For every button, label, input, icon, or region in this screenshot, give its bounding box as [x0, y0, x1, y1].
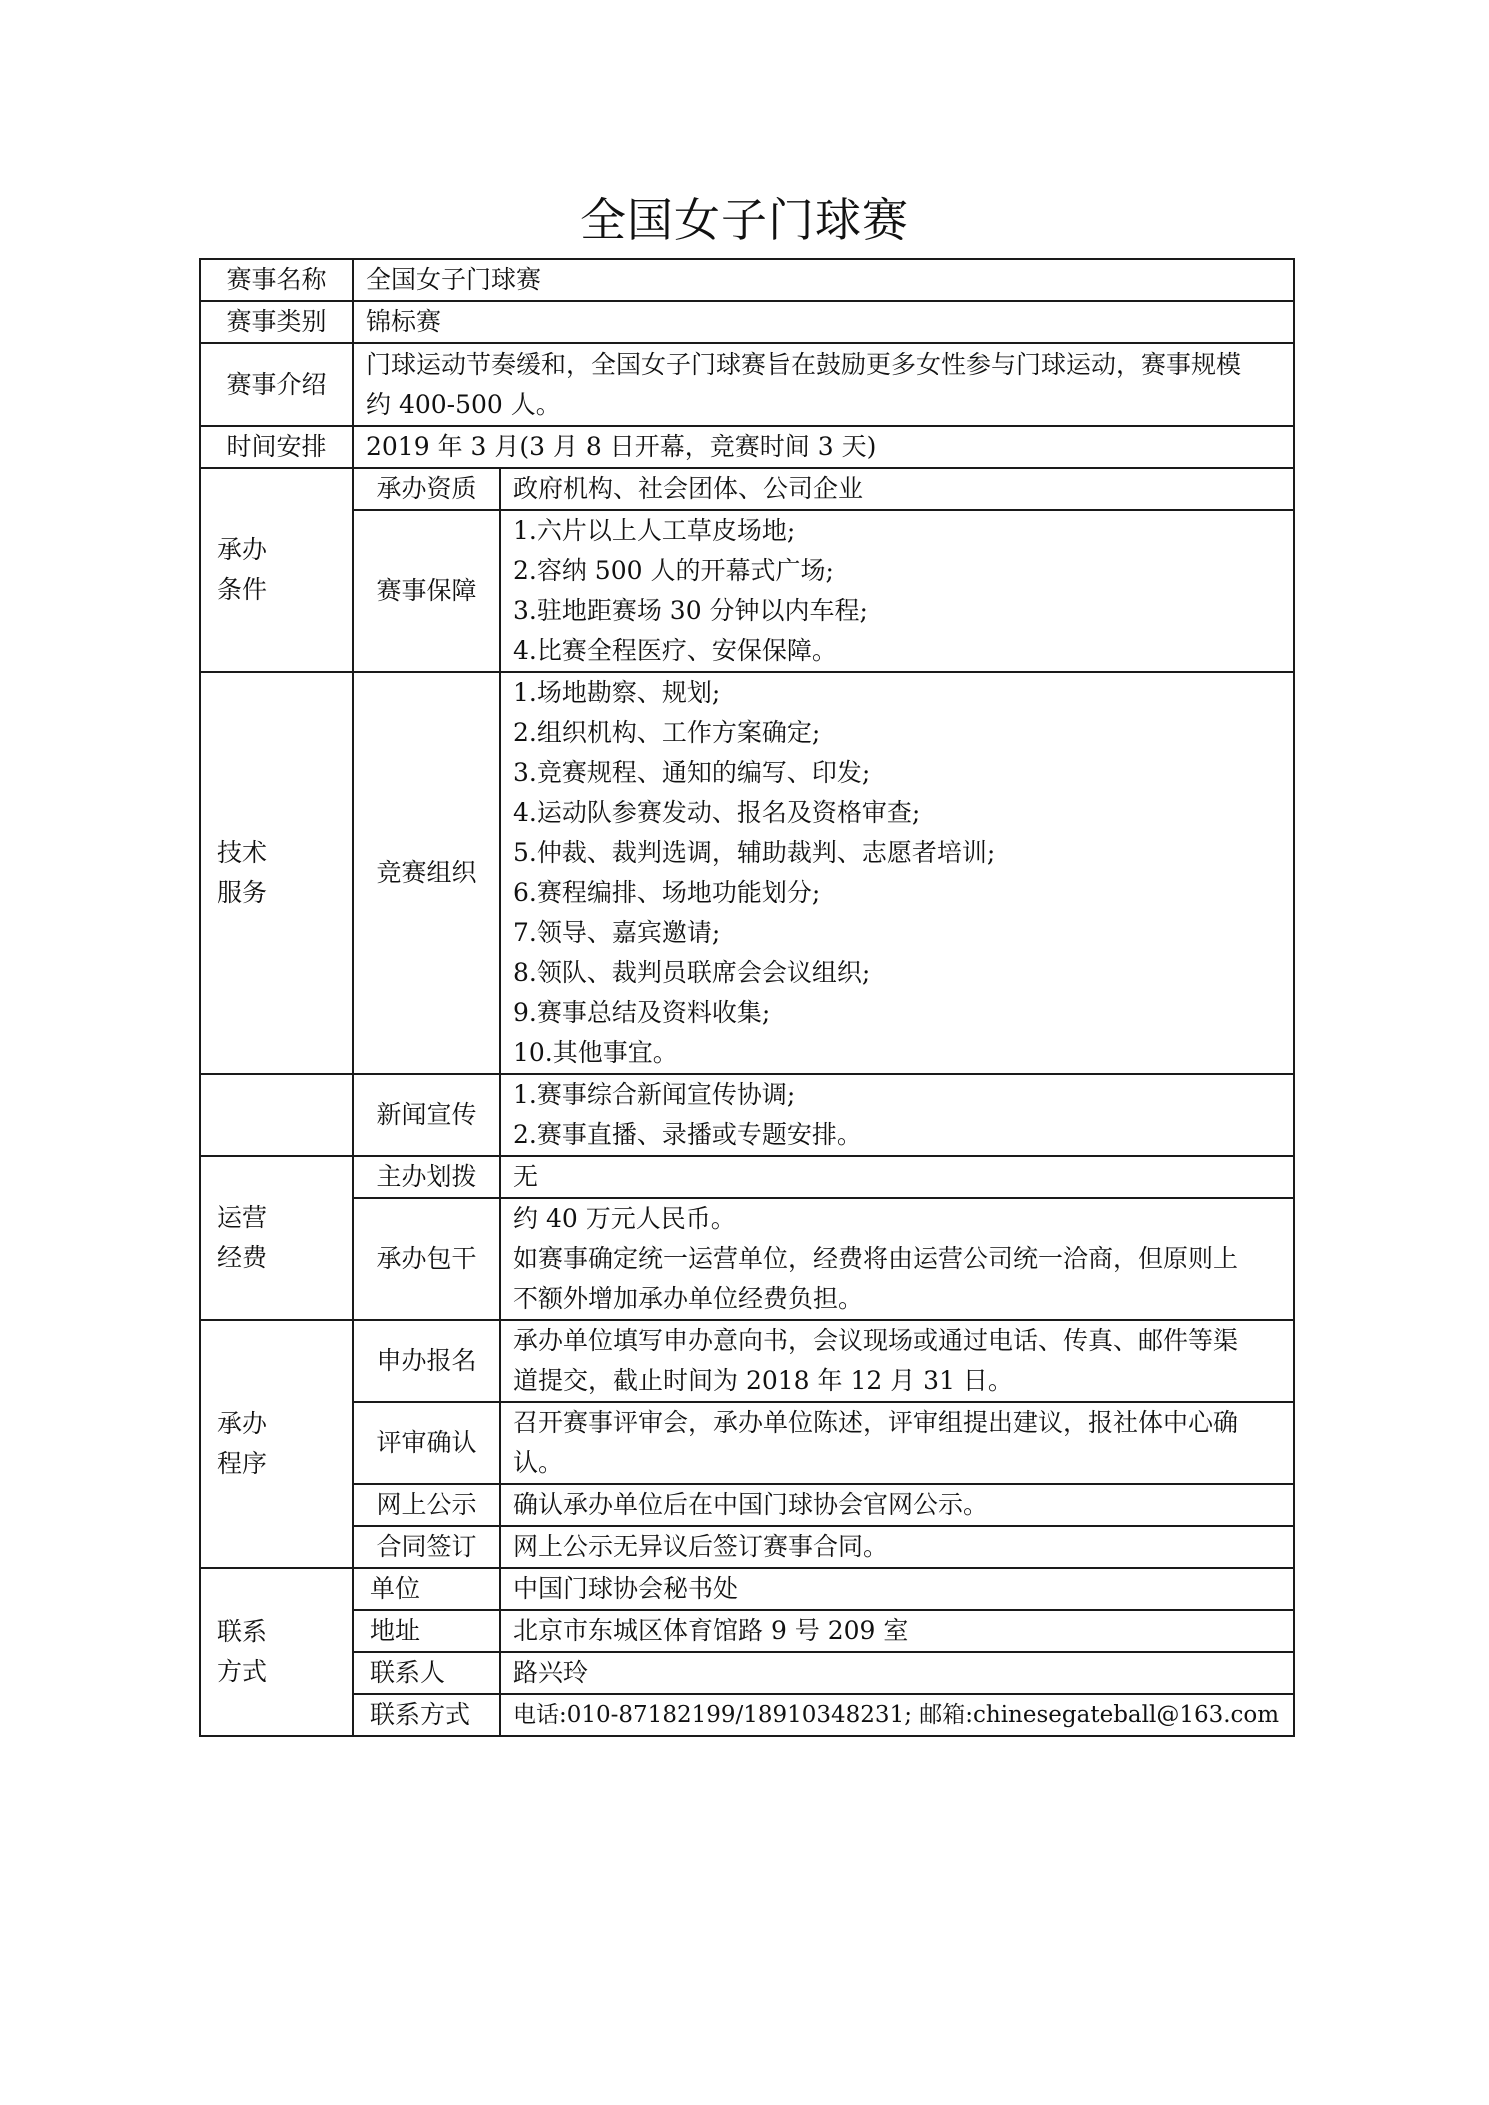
label-publicity: 网上公示 — [353, 1484, 500, 1526]
label-review: 评审确认 — [353, 1402, 500, 1484]
list-item: 4.运动队参赛发动、报名及资格审查; — [513, 798, 921, 827]
row-procedure-signing — [200, 1526, 1294, 1568]
value-qualification: 政府机构、社会团体、公司企业 — [500, 468, 1294, 510]
list-item: 3.竞赛规程、通知的编写、印发; — [513, 758, 871, 787]
value-apply — [500, 1320, 1294, 1402]
list-item: 7.领导、嘉宾邀请; — [513, 918, 721, 947]
intro-line: 约 400-500 人。 — [366, 389, 561, 419]
value-signing: 网上公示无异议后签订赛事合同。 — [500, 1526, 1294, 1568]
list-item: 召开赛事评审会，承办单位陈述，评审组提出建议，报社体中心确 — [513, 1408, 1239, 1437]
list-item: 不额外增加承办单位经费负担。 — [513, 1284, 864, 1313]
value-contract — [500, 1198, 1294, 1320]
value-publicity: 确认承办单位后在中国门球协会官网公示。 — [500, 1484, 1294, 1526]
label-contact: 联系 方式 — [200, 1568, 353, 1736]
label-schedule: 时间安排 — [200, 426, 353, 468]
row-funds-contract — [200, 1198, 1294, 1320]
label-operating-funds: 运营 经费 — [200, 1156, 353, 1320]
label-apply: 申办报名 — [353, 1320, 500, 1402]
event-info-table — [199, 258, 1295, 1737]
list-item: 3.驻地距赛场 30 分钟以内车程; — [513, 596, 868, 625]
label-event-intro: 赛事介绍 — [200, 343, 353, 426]
label-competition-org: 竞赛组织 — [353, 672, 500, 1074]
label-contract: 承办包干 — [353, 1198, 500, 1320]
value-unit: 中国门球协会秘书处 — [500, 1568, 1294, 1610]
value-person: 路兴玲 — [500, 1652, 1294, 1694]
list-item: 10.其他事宜。 — [513, 1038, 678, 1067]
row-event-category — [200, 301, 1294, 343]
list-item: 约 40 万元人民币。 — [513, 1204, 736, 1233]
label-event-category: 赛事类别 — [200, 301, 353, 343]
list-item: 道提交，截止时间为 2018 年 12 月 31 日。 — [513, 1366, 1013, 1395]
list-item: 6.赛程编排、场地功能划分; — [513, 878, 821, 907]
list-item: 4.比赛全程医疗、安保保障。 — [513, 636, 837, 665]
list-item: 2.赛事直播、录播或专题安排。 — [513, 1120, 862, 1149]
label-method: 联系方式 — [353, 1694, 500, 1736]
row-procedure-publicity — [200, 1484, 1294, 1526]
list-item: 承办单位填写申办意向书，会议现场或通过电话、传真、邮件等渠 — [513, 1326, 1239, 1355]
row-host-guarantee — [200, 510, 1294, 672]
value-allocation: 无 — [500, 1156, 1294, 1198]
list-item: 如赛事确定统一运营单位，经费将由运营公司统一洽商，但原则上 — [513, 1244, 1239, 1273]
value-news — [500, 1074, 1294, 1156]
label-news-empty — [200, 1074, 353, 1156]
label-address: 地址 — [353, 1610, 500, 1652]
row-host-qualification — [200, 468, 1294, 510]
label-news: 新闻宣传 — [353, 1074, 500, 1156]
label-event-name: 赛事名称 — [200, 259, 353, 301]
value-address: 北京市东城区体育馆路 9 号 209 室 — [500, 1610, 1294, 1652]
label-host-conditions: 承办 条件 — [200, 468, 353, 672]
label-tech-service: 技术 服务 — [200, 672, 353, 1074]
row-contact-unit — [200, 1568, 1294, 1610]
list-item: 8.领队、裁判员联席会会议组织; — [513, 958, 871, 987]
list-item: 认。 — [513, 1448, 564, 1477]
row-competition-org — [200, 672, 1294, 1074]
intro-line: 门球运动节奏缓和，全国女子门球赛旨在鼓励更多女性参与门球运动，赛事规模 — [366, 349, 1242, 379]
row-funds-allocation — [200, 1156, 1294, 1198]
row-contact-address — [200, 1610, 1294, 1652]
label-signing: 合同签订 — [353, 1526, 500, 1568]
value-method: 电话:010-87182199/18910348231; 邮箱:chinesegateball@163.com — [500, 1694, 1294, 1736]
value-event-name: 全国女子门球赛 — [353, 259, 1294, 301]
list-item: 2.组织机构、工作方案确定; — [513, 718, 821, 747]
row-contact-person — [200, 1652, 1294, 1694]
row-event-intro — [200, 343, 1294, 426]
value-review — [500, 1402, 1294, 1484]
value-event-intro — [353, 343, 1294, 426]
label-guarantee: 赛事保障 — [353, 510, 500, 672]
row-news — [200, 1074, 1294, 1156]
list-item: 1.六片以上人工草皮场地; — [513, 516, 796, 545]
value-schedule: 2019 年 3 月(3 月 8 日开幕，竞赛时间 3 天) — [353, 426, 1294, 468]
label-allocation: 主办划拨 — [353, 1156, 500, 1198]
value-competition-org — [500, 672, 1294, 1074]
list-item: 5.仲裁、裁判选调，辅助裁判、志愿者培训; — [513, 838, 996, 867]
row-procedure-review — [200, 1402, 1294, 1484]
row-event-name — [200, 259, 1294, 301]
list-item: 9.赛事总结及资料收集; — [513, 998, 771, 1027]
row-schedule — [200, 426, 1294, 468]
row-contact-method — [200, 1694, 1294, 1736]
value-event-category: 锦标赛 — [353, 301, 1294, 343]
list-item: 1.赛事综合新闻宣传协调; — [513, 1080, 796, 1109]
label-unit: 单位 — [353, 1568, 500, 1610]
value-guarantee — [500, 510, 1294, 672]
row-procedure-apply — [200, 1320, 1294, 1402]
label-person: 联系人 — [353, 1652, 500, 1694]
page-title: 全国女子门球赛 — [580, 193, 909, 247]
label-qualification: 承办资质 — [353, 468, 500, 510]
label-host-procedure: 承办 程序 — [200, 1320, 353, 1568]
list-item: 2.容纳 500 人的开幕式广场; — [513, 556, 834, 585]
list-item: 1.场地勘察、规划; — [513, 678, 721, 707]
